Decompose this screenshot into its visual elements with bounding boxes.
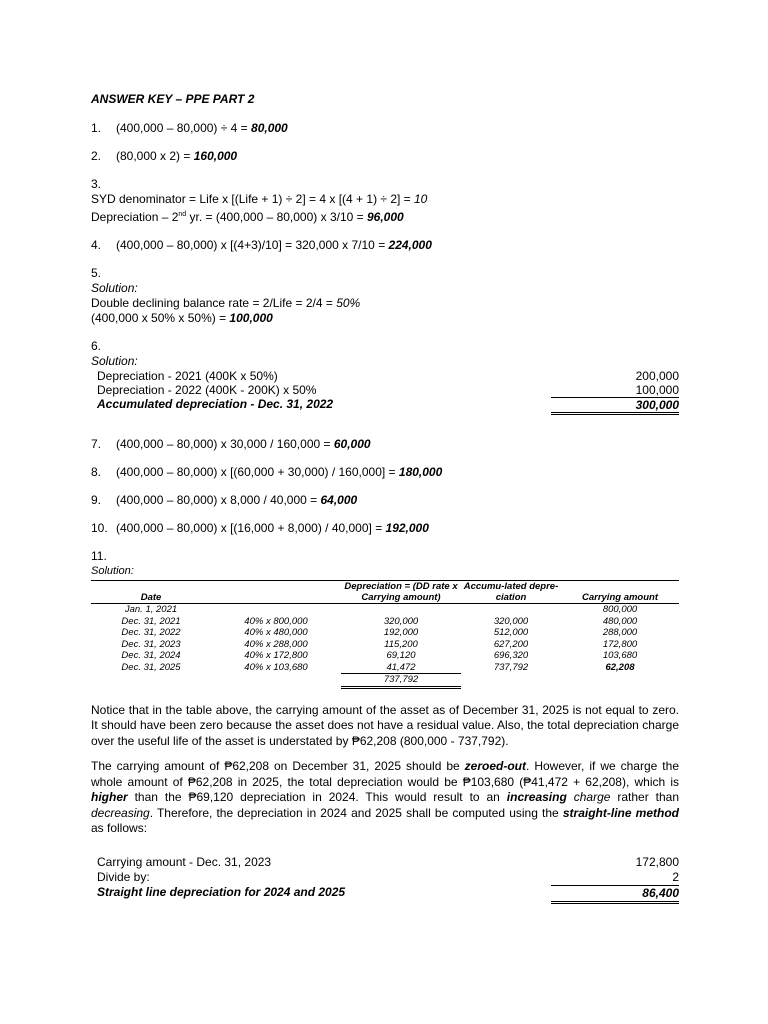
answer-expression: (400,000 – 80,000) x [(16,000 + 8,000) / 40,000] = bbox=[116, 521, 386, 535]
answer-result: 180,000 bbox=[398, 465, 443, 479]
answer-expression: (400,000 – 80,000) x [(60,000 + 30,000) / 160,000] = bbox=[116, 465, 399, 479]
dep-row-label: Depreciation - 2022 (400K - 200K) x 50% bbox=[97, 383, 317, 397]
item-number: 11. bbox=[91, 549, 107, 563]
col-header-accumulated: Accumu-lated depre-ciation bbox=[463, 581, 559, 603]
answer-8 bbox=[91, 465, 679, 480]
col-header-date: Date bbox=[140, 592, 162, 603]
item-number: 8. bbox=[91, 465, 102, 479]
depreciation-line-b: yr. = (400,000 – 80,000) x 3/10 = bbox=[186, 210, 367, 224]
computation-row: Carrying amount - Dec. 31, 2023 172,800 bbox=[97, 854, 679, 869]
total-amount: 300,000 bbox=[551, 397, 679, 415]
item-number: 9. bbox=[91, 493, 102, 507]
answer-result: 80,000 bbox=[251, 121, 288, 135]
item-number: 4. bbox=[91, 238, 102, 252]
dep-row bbox=[91, 369, 679, 383]
answer-expression: (400,000 – 80,000) x 30,000 / 160,000 = bbox=[116, 437, 334, 451]
solution-label: Solution: bbox=[91, 281, 138, 295]
solution-label: Solution: bbox=[91, 354, 138, 368]
answer-4 bbox=[91, 238, 679, 253]
answer-result: 60,000 bbox=[333, 437, 371, 451]
answer-expression: (400,000 – 80,000) ÷ 4 = bbox=[116, 121, 252, 135]
computation-row: Divide by: 2 bbox=[97, 869, 679, 884]
note-paragraph-1: Notice that in the table above, the carrying amount of the asset as of December 31, 2025 is not equal to zero. It should have been zero because the asset does not have a residual value. Also, the total depreciation charge over the useful life of the asset is understated by ₱62,208 (800,000 - 737,792). bbox=[91, 702, 679, 748]
dep-row-amount: 200,000 bbox=[635, 369, 679, 383]
answer-5 bbox=[91, 266, 679, 326]
rate-result: 50% bbox=[336, 296, 361, 310]
item-number: 1. bbox=[91, 121, 102, 135]
answer-key-page bbox=[91, 92, 679, 904]
answer-6 bbox=[91, 339, 679, 415]
dep-row-label: Depreciation - 2021 (400K x 50%) bbox=[97, 369, 278, 383]
answer-expression: (400,000 – 80,000) x [(4+3)/10] = 320,000 x 7/10 = bbox=[116, 238, 389, 252]
table-row: Dec. 31, 2023 40% x 288,000 115,200 627,200 172,800 bbox=[121, 638, 638, 650]
depreciation-line-a: Depreciation – 2 bbox=[91, 210, 179, 224]
solution-label: Solution: bbox=[91, 565, 134, 577]
table-row: Jan. 1, 2021 800,000 bbox=[124, 604, 638, 615]
table-total-row bbox=[91, 674, 679, 688]
answer-9 bbox=[91, 493, 679, 508]
item-number: 2. bbox=[91, 149, 102, 163]
syd-line: SYD denominator = Life x [(Life + 1) ÷ 2] = 4 x [(4 + 1) ÷ 2] = bbox=[91, 192, 414, 206]
ordinal-suffix: nd bbox=[178, 211, 187, 218]
dep-row-amount: 100,000 bbox=[635, 383, 679, 397]
final-carrying-amount: 62,208 bbox=[605, 661, 635, 673]
answer-10 bbox=[91, 521, 679, 536]
total-row bbox=[91, 397, 679, 415]
depreciation-table bbox=[91, 580, 679, 689]
total-label: Accumulated depreciation - Dec. 31, 2022 bbox=[97, 397, 334, 411]
answer-result: 100,000 bbox=[229, 311, 273, 325]
answer-expression: (400,000 – 80,000) x 8,000 / 40,000 = bbox=[116, 493, 321, 507]
answer-result: 64,000 bbox=[320, 493, 358, 507]
table-row: Dec. 31, 2024 40% x 172,800 69,120 696,320 103,680 bbox=[121, 650, 638, 661]
dep-row bbox=[91, 383, 679, 397]
depreciation-total: 737,792 bbox=[341, 674, 461, 688]
computation-total-row: Straight line depreciation for 2024 and 2025 86,400 bbox=[97, 885, 679, 904]
item-number: 3. bbox=[91, 177, 102, 191]
answer-7 bbox=[91, 437, 679, 452]
item-number: 5. bbox=[91, 266, 102, 280]
table-row: Dec. 31, 2022 40% x 480,000 192,000 512,000 288,000 bbox=[121, 627, 638, 638]
syd-result: 10 bbox=[414, 192, 428, 206]
answer-3 bbox=[91, 177, 679, 225]
answer-result: 224,000 bbox=[388, 238, 432, 252]
answer-1 bbox=[91, 121, 679, 136]
rate-line: Double declining balance rate = 2/Life = 2/4 = bbox=[91, 296, 337, 310]
answer-expression: (80,000 x 2) = bbox=[116, 149, 194, 163]
table-row: Dec. 31, 2025 40% x 103,680 41,472 737,792 62,208 bbox=[91, 662, 679, 674]
answer-11 bbox=[91, 549, 679, 689]
calc-line: (400,000 x 50% x 50%) = bbox=[91, 311, 230, 325]
item-number: 6. bbox=[91, 339, 102, 353]
answer-result: 192,000 bbox=[385, 521, 429, 535]
straight-line-computation bbox=[91, 855, 679, 904]
note-paragraph-2: The carrying amount of ₱62,208 on December 31, 2025 should be zeroed-out. However, if we charge the whole amount of ₱62,208 in 2025, the total depreciation would be ₱103,680 (₱41,472 + 62,208), which is higher than the ₱69,120 depreciation in 2024. This would result to an increasing charge rather than decreasing. Therefore, the depreciation in 2024 and 2025 shall be computed using the straight-line method as follows: bbox=[91, 759, 679, 835]
item-number: 10. bbox=[91, 521, 108, 535]
computation-total: 86,400 bbox=[551, 885, 679, 904]
answer-result: 160,000 bbox=[193, 149, 238, 163]
item-number: 7. bbox=[91, 437, 102, 451]
col-header-carrying: Carrying amount bbox=[581, 592, 658, 603]
answer-2 bbox=[91, 149, 679, 164]
table-row: Dec. 31, 2021 40% x 800,000 320,000 320,000 480,000 bbox=[121, 615, 638, 627]
col-header-depreciation: Depreciation = (DD rate x Carrying amount) bbox=[344, 581, 458, 603]
page-title: ANSWER KEY – PPE PART 2 bbox=[91, 92, 255, 106]
answer-result: 96,000 bbox=[366, 210, 404, 224]
